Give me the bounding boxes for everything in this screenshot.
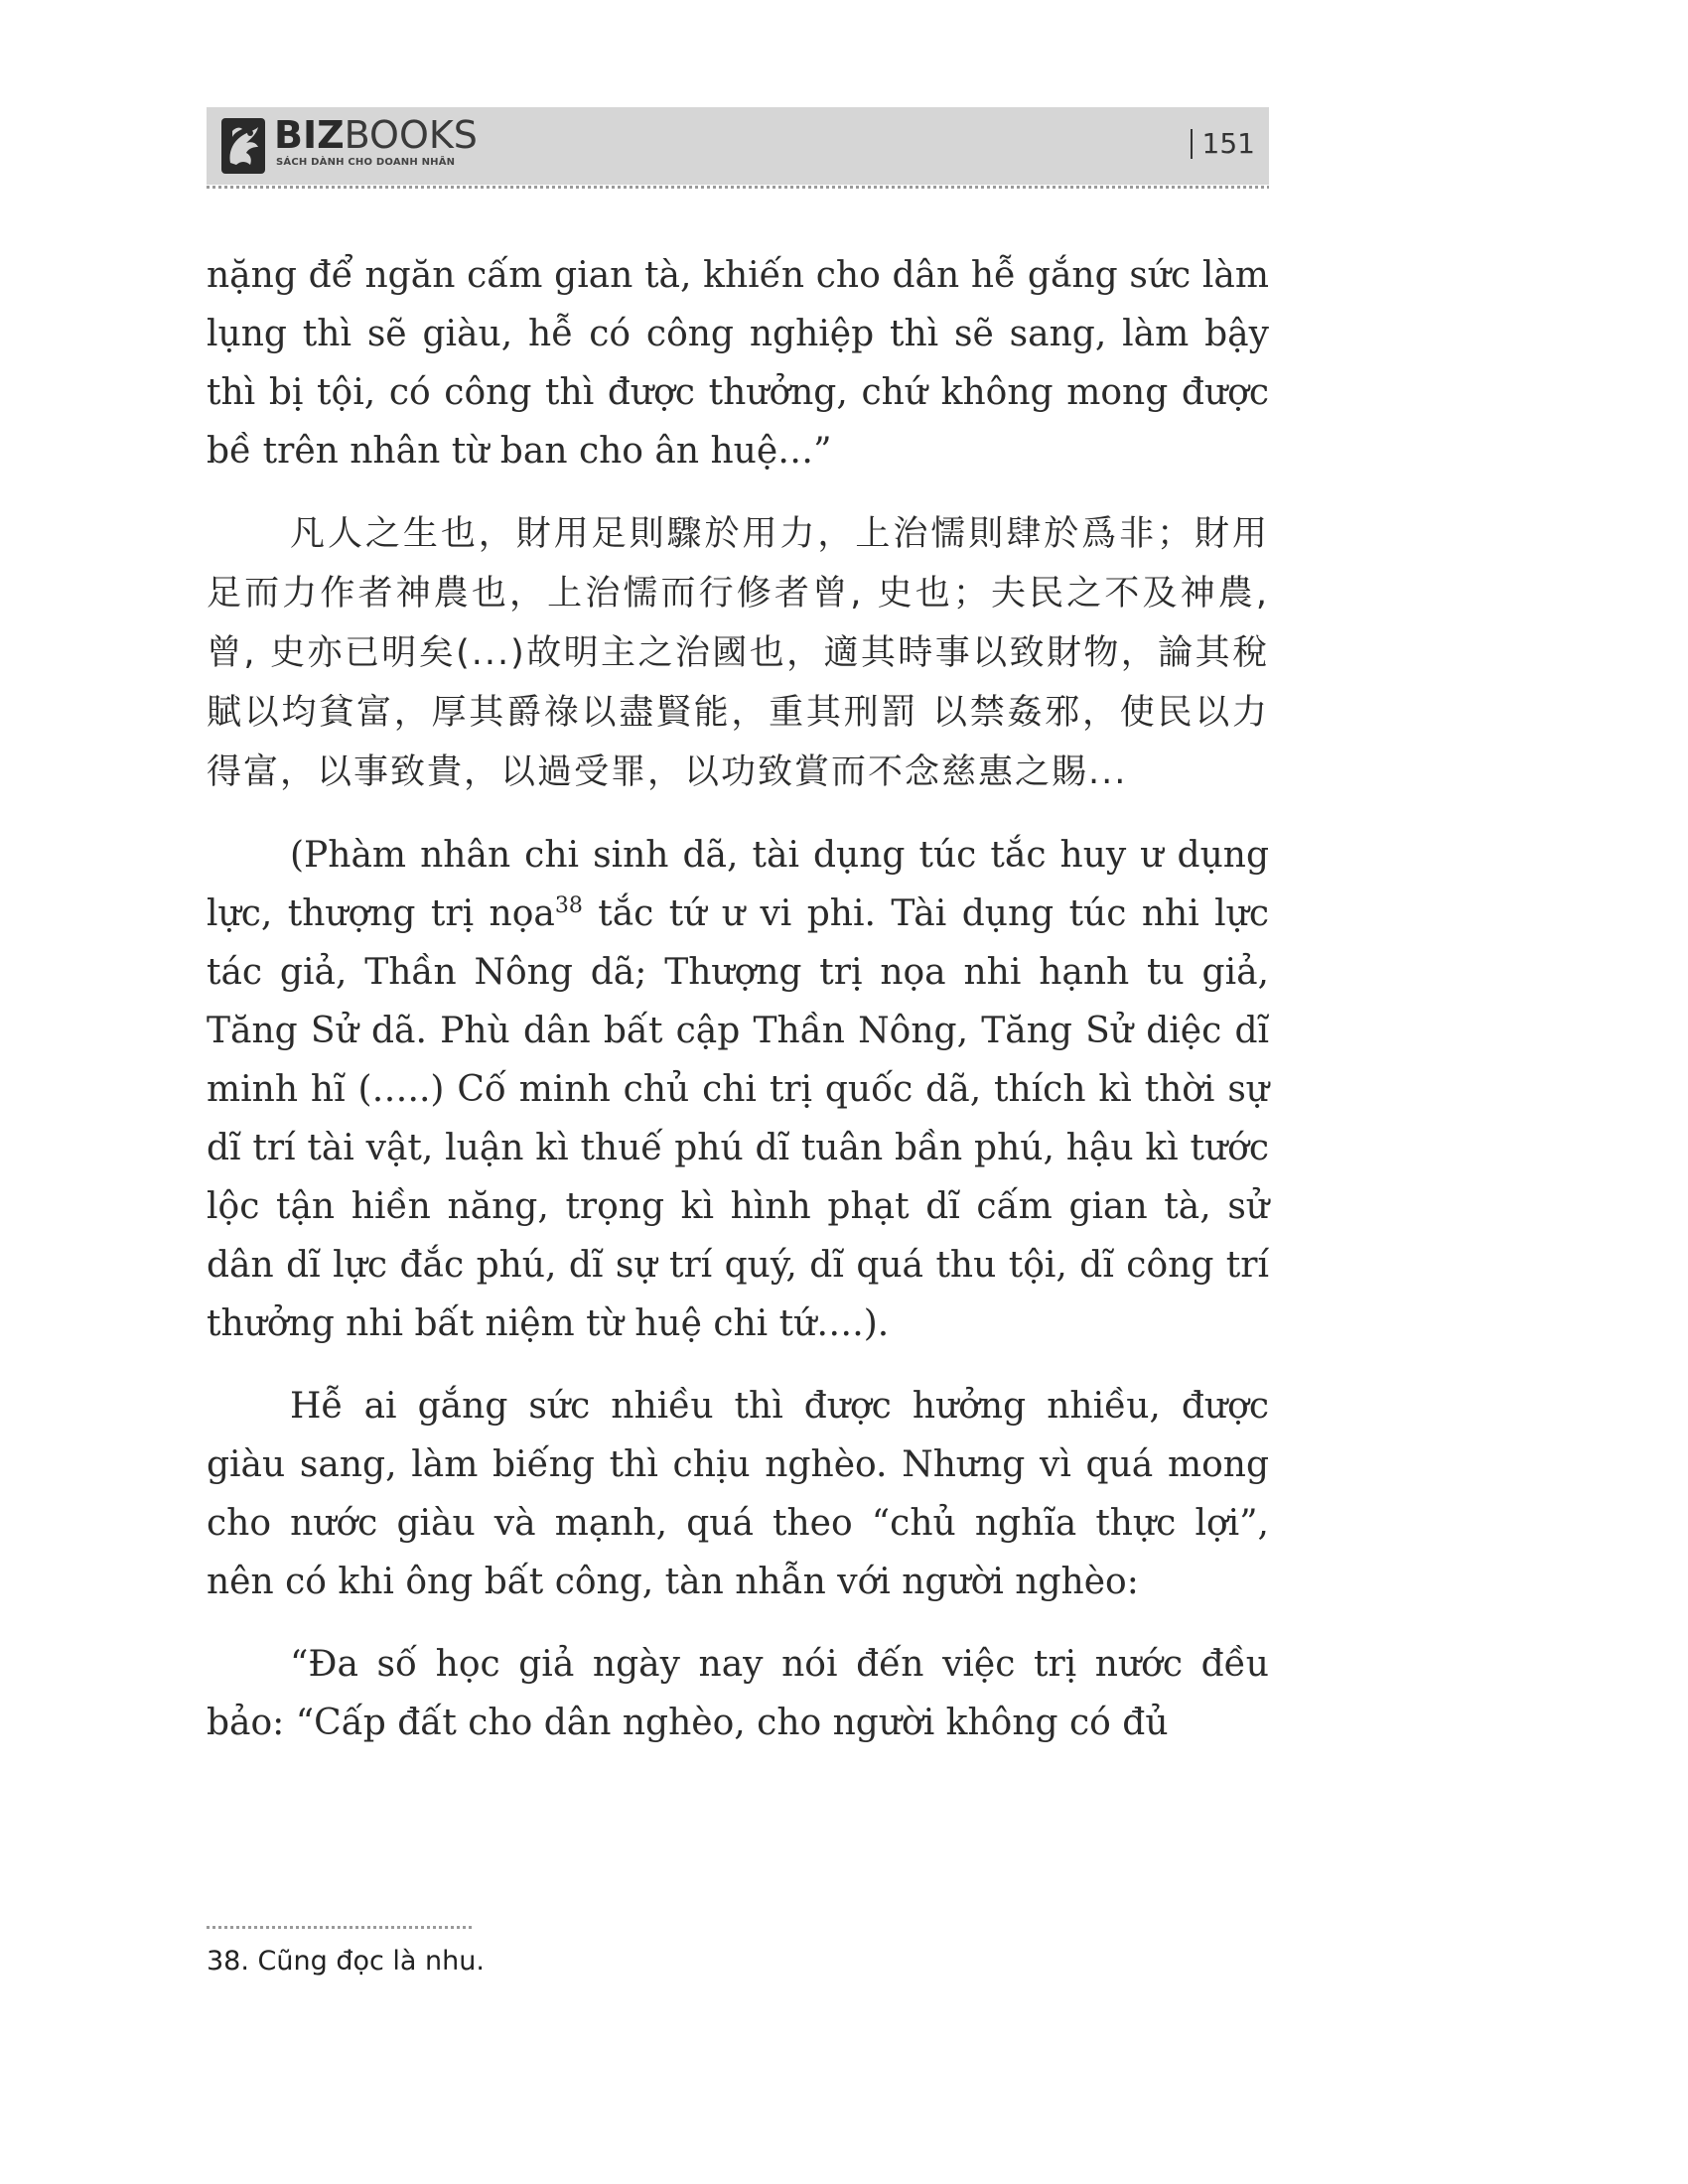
brand-light: BOOKS [344, 113, 478, 157]
brand-logo [274, 113, 478, 168]
transliteration-text-end: tắc tứ ư vi phi. Tài dụng túc nhi lực tác giả, Thần Nông dã; Thượng trị nọa nhi hạnh tu giả, Tăng Sử dã. Phù dân bất cập Thần Nông, Tăng Sử diệc dĩ minh hĩ (…..) Cố minh chủ chi trị quốc dã, thích kì thời sự dĩ trí tài vật, luận kì thuế phú dĩ tuân bần phú, hậu kì tước lộc tận hiền năng, trọng kì hình phạt dĩ cấm gian tà, sử dân dĩ lực đắc phú, dĩ sự trí quý, dĩ quá thu tội, dĩ công trí thưởng nhi bất niệm từ huệ chi tứ….). [207, 893, 1269, 1344]
page-header [207, 107, 1269, 185]
paragraph-chinese-quote: 凡人之生也，財用足則驟於用力，上治懦則肆於爲非；財用足而力作者神農也，上治懦而行修者曾, 史也；夫民之不及神農, 曾, 史亦已明矣(...)故明主之治國也，適其時事以致財物，論其稅賦以均貧富，厚其爵祿以盡賢能，重其刑罰 以禁姦邪，使民以力得富，以事致貴，以過受罪，以功致賞而不念慈惠之賜... [207, 514, 1269, 792]
brand-tagline: SÁCH DÀNH CHO DOANH NHÂN [276, 157, 456, 168]
ornate-emblem-icon [220, 117, 266, 175]
transliteration-text-start: (Phàm nhân chi sinh dã, tài dụng túc tắc huy ư dụng lực, thượng trị nọa [207, 835, 1269, 934]
paragraph-commentary: Hễ ai gắng sức nhiều thì được hưởng nhiều, được giàu sang, làm biếng thì chịu nghèo. Nhưng vì quá mong cho nước giàu và mạnh, quá theo “chủ nghĩa thực lợi”, nên có khi ông bất công, tàn nhẫn với người nghèo: [207, 1386, 1269, 1602]
brand-name [274, 113, 478, 157]
brand-bold: BIZ [274, 113, 345, 157]
footnote-text: 38. Cũng đọc là nhu. [207, 1946, 485, 1977]
page-number: 151 [1191, 129, 1255, 159]
page-body [207, 246, 1269, 1776]
footnote-divider [207, 1926, 475, 1929]
footnote-reference: 38 [554, 893, 583, 918]
paragraph-quote-start: “Đa số học giả ngày nay nói đến việc trị nước đều bảo: “Cấp đất cho dân nghèo, cho người không có đủ [207, 1644, 1269, 1743]
paragraph-continuation: nặng để ngăn cấm gian tà, khiến cho dân hễ gắng sức làm lụng thì sẽ giàu, hễ có công nghiệp thì sẽ sang, làm bậy thì bị tội, có công thì được thưởng, chứ không mong được bề trên nhân từ ban cho ân huệ…” [207, 255, 1269, 472]
paragraph-transliteration [207, 826, 1269, 1353]
